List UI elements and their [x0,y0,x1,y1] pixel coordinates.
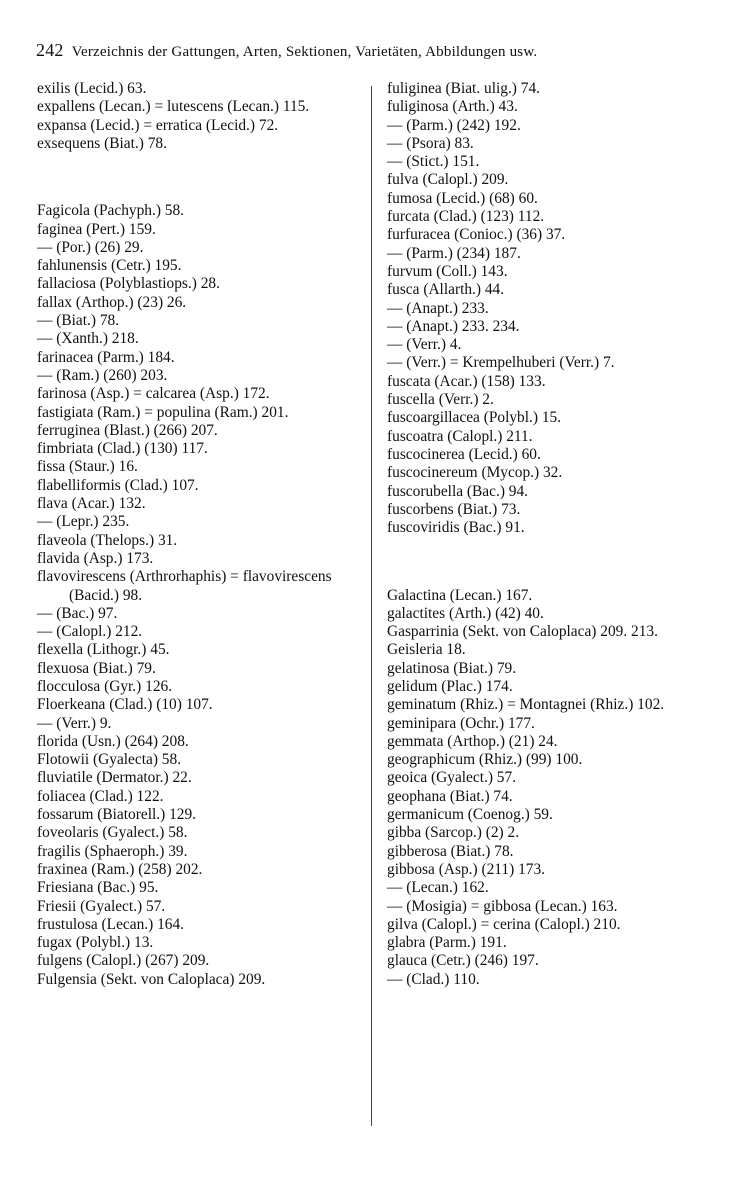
index-entry: — (Parm.) (234) 187. [387,244,521,262]
index-entry: geophana (Biat.) 74. [387,787,513,805]
page-header [36,40,716,61]
running-title: Verzeichnis der Gattungen, Arten, Sektionen, Varietäten, Abbildungen usw. [71,44,538,60]
index-entry: fahlunensis (Cetr.) 195. [37,257,182,275]
index-entry: glauca (Cetr.) (246) 197. [387,952,539,970]
index-entry: Geisleria 18. [387,641,466,659]
index-entry: fuscoatra (Calopl.) 211. [387,427,533,445]
index-entry: fusca (Allarth.) 44. [387,281,505,299]
index-entry: foveolaris (Gyalect.) 58. [37,824,188,842]
index-entry: fimbriata (Clad.) (130) 117. [37,440,208,458]
index-entry: flabelliformis (Clad.) 107. [37,476,199,494]
index-entry: gibbosa (Asp.) (211) 173. [387,860,546,878]
index-entry: — (Lecan.) 162. [387,879,489,897]
index-entry: frustulosa (Lecan.) 164. [37,915,185,933]
index-entry: fuscorubella (Bac.) 94. [387,482,529,500]
index-entry: galactites (Arth.) (42) 40. [387,604,544,622]
index-entry: gemmata (Arthop.) (21) 24. [387,732,558,750]
index-entry: expallens (Lecan.) = lutescens (Lecan.) 115. [37,98,310,116]
index-entry: — (Calopl.) 212. [37,623,143,641]
index-entry: — (Stict.) 151. [387,153,480,171]
index-entry: ferruginea (Blast.) (266) 207. [37,421,218,439]
index-entry: — (Verr.) = Krempelhuberi (Verr.) 7. [387,354,615,372]
index-entry: florida (Usn.) (264) 208. [37,732,189,750]
index-entry: fragilis (Sphaeroph.) 39. [37,842,188,860]
index-entry: fluviatile (Dermator.) 22. [37,769,192,787]
index-entry: fuscoviridis (Bac.) 91. [387,519,525,537]
index-entry: geoica (Gyalect.) 57. [387,769,517,787]
page-number: 242 [36,40,64,60]
index-entry: foliacea (Clad.) 122. [37,787,164,805]
index-entry: glabra (Parm.) 191. [387,934,507,952]
index-entry: fuliginea (Biat. ulig.) 74. [387,80,541,97]
index-entry: gibberosa (Biat.) 78. [387,842,514,860]
index-entry: expansa (Lecid.) = erratica (Lecid.) 72. [37,116,279,134]
index-entry: — (Verr.) 9. [37,714,112,732]
index-entry: fossarum (Biatorell.) 129. [37,806,197,824]
index-entry: — (Anapt.) 233. [387,299,489,317]
index-entry: — (Psora) 83. [387,134,474,152]
index-entry: Galactina (Lecan.) 167. [387,586,533,604]
index-entry: flava (Acar.) 132. [37,495,146,513]
index-entry: geminatum (Rhiz.) = Montagnei (Rhiz.) 102. [387,696,665,714]
index-entry: flaveola (Thelops.) 31. [37,531,178,549]
index-entry: — (Mosigia) = gibbosa (Lecan.) 163. [387,897,618,915]
index-entry: furcata (Clad.) (123) 112. [387,208,545,226]
index-entry: — (Lepr.) 235. [37,513,130,531]
index-entry: exsequens (Biat.) 78. [37,134,167,152]
index-entry: fuscata (Acar.) (158) 133. [387,372,546,390]
index-entry: flavovirescens (Arthrorhaphis) = flavovirescens (Bacid.) 98. [37,568,332,604]
index-entry: gibba (Sarcop.) (2) 2. [387,824,520,842]
index-entry: — (Clad.) 110. [387,970,480,988]
index-entry: fuscocinereum (Mycop.) 32. [387,464,563,482]
index-entry: fallaciosa (Polyblastiops.) 28. [37,275,220,293]
column-divider [371,86,372,1126]
section-gap [37,169,359,187]
index-entry: fissa (Staur.) 16. [37,458,138,476]
index-entry: gelatinosa (Biat.) 79. [387,659,517,677]
index-entry: Gasparrinia (Sekt. von Caloplaca) 209. 213. [387,623,658,641]
index-entry: — (Verr.) 4. [387,336,462,354]
index-entry: fuscocinerea (Lecid.) 60. [387,445,541,463]
index-entry: farinacea (Parm.) 184. [37,348,175,366]
index-entry: — (Bac.) 97. [37,604,118,622]
index-entry: faginea (Pert.) 159. [37,220,156,238]
index-entry: flexella (Lithogr.) 45. [37,641,170,659]
index-entry: Fulgensia (Sekt. von Caloplaca) 209. [37,970,266,988]
index-entry: fuscoargillacea (Polybl.) 15. [387,409,562,427]
index-entry: farinosa (Asp.) = calcarea (Asp.) 172. [37,385,270,403]
index-entry: furfuracea (Conioc.) (36) 37. [387,226,566,244]
index-entry: geographicum (Rhiz.) (99) 100. [387,751,583,769]
index-entry: fuscorbens (Biat.) 73. [387,500,521,518]
index-entry: — (Anapt.) 233. 234. [387,317,520,335]
index-entry: Friesii (Gyalect.) 57. [37,897,166,915]
index-entry: Floerkeana (Clad.) (10) 107. [37,696,213,714]
section-gap [387,553,709,571]
index-entry: fulgens (Calopl.) (267) 209. [37,952,210,970]
index-entry: — (Xanth.) 218. [37,330,139,348]
index-entry: gilva (Calopl.) = cerina (Calopl.) 210. [387,915,621,933]
index-entry: flavida (Asp.) 173. [37,549,154,567]
index-entry: — (Parm.) (242) 192. [387,116,521,134]
index-entry: flocculosa (Gyr.) 126. [37,677,173,695]
index-entry: — (Biat.) 78. [37,312,120,330]
index-entry: geminipara (Ochr.) 177. [387,714,535,732]
index-entry: gelidum (Plac.) 174. [387,677,513,695]
index-column-right [387,80,709,989]
index-column-left [37,80,359,989]
index-entry: fastigiata (Ram.) = populina (Ram.) 201. [37,403,289,421]
index-entry: fuliginosa (Arth.) 43. [387,98,518,116]
index-entry: Flotowii (Gyalecta) 58. [37,751,182,769]
index-entry: fuscella (Verr.) 2. [387,391,494,409]
index-entry: fraxinea (Ram.) (258) 202. [37,860,203,878]
index-entry: Fagicola (Pachyph.) 58. [37,202,185,220]
index-entry: furvum (Coll.) 143. [387,262,508,280]
index-entry: exilis (Lecid.) 63. [37,80,147,97]
index-entry: germanicum (Coenog.) 59. [387,806,553,824]
index-entry: Friesiana (Bac.) 95. [37,879,159,897]
index-entry: — (Ram.) (260) 203. [37,366,168,384]
index-entry: fulva (Calopl.) 209. [387,171,509,189]
index-entry: fallax (Arthop.) (23) 26. [37,293,187,311]
index-entry: fumosa (Lecid.) (68) 60. [387,189,538,207]
index-entry: — (Por.) (26) 29. [37,238,144,256]
index-entry: fugax (Polybl.) 13. [37,934,154,952]
index-entry: flexuosa (Biat.) 79. [37,659,156,677]
